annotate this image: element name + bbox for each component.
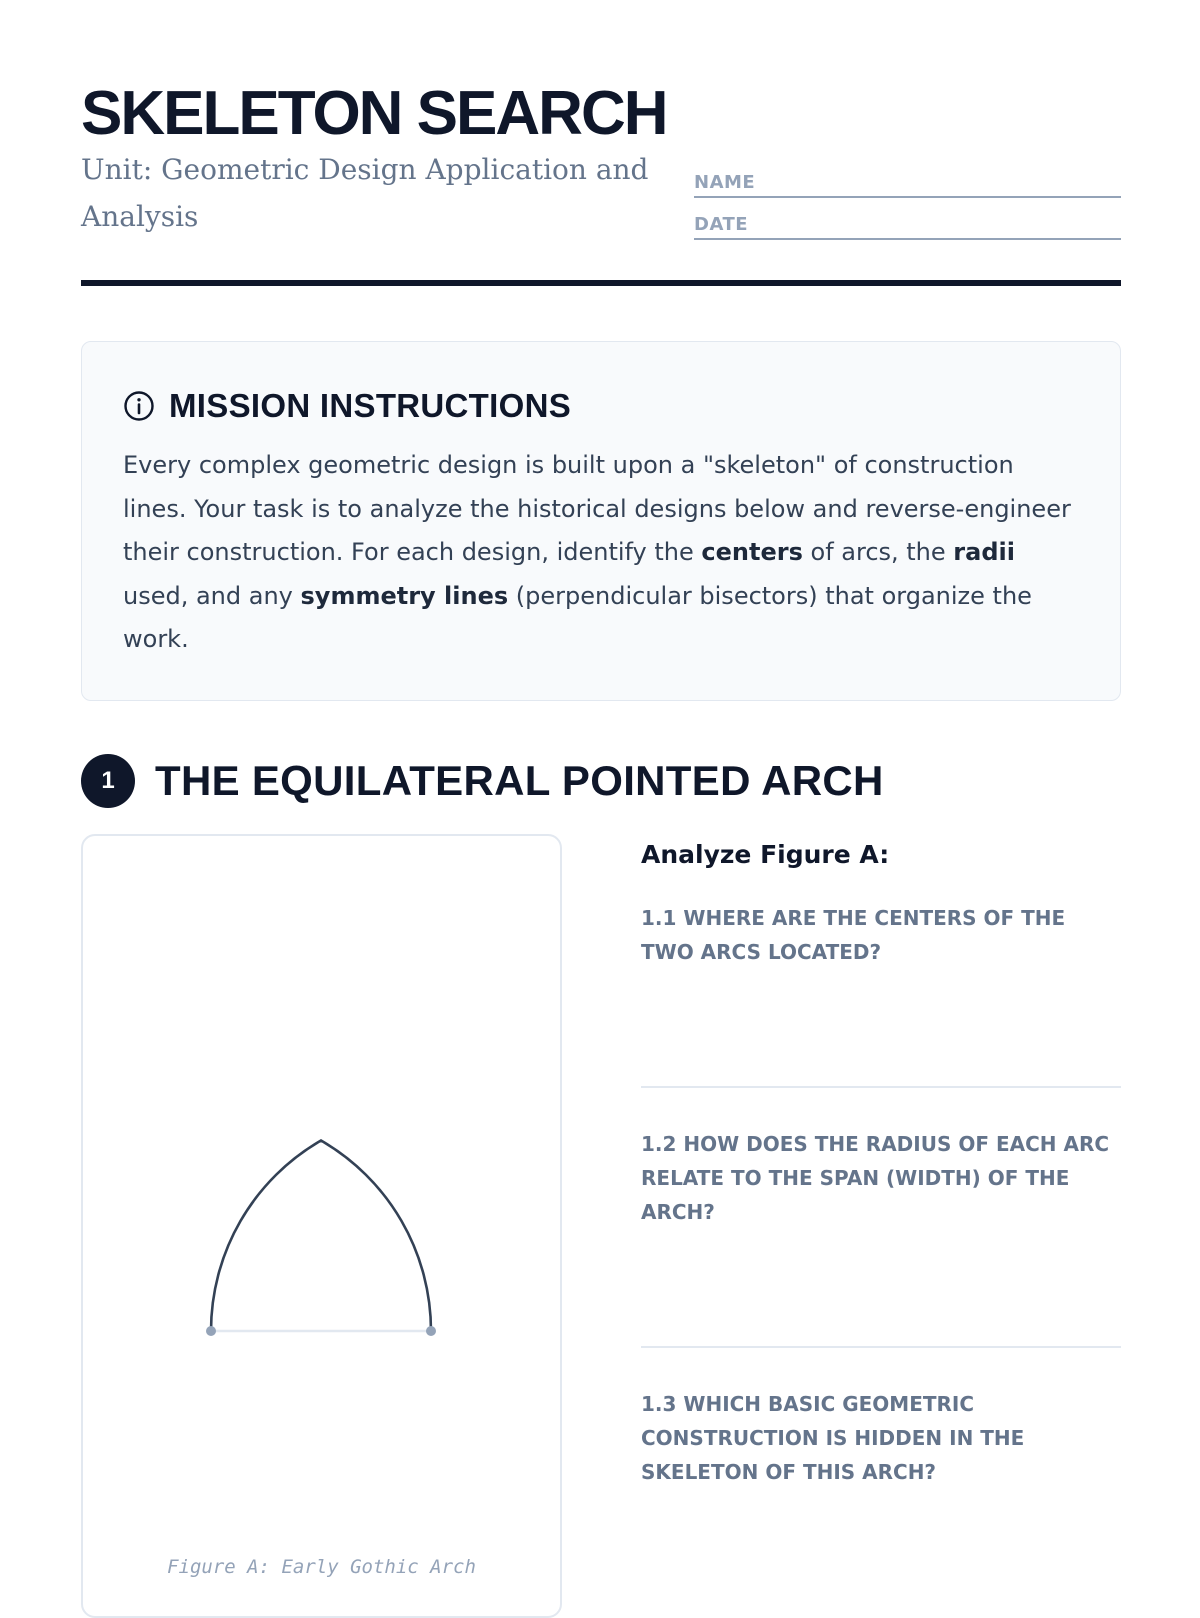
mission-header — [123, 388, 571, 424]
right-endpoint — [426, 1326, 436, 1336]
pointed-arch-figure — [83, 836, 560, 1616]
mission-text-part: (perpendicular bisectors) that organize the work. — [123, 581, 1032, 653]
question-1-1: 1.1 WHERE ARE THE CENTERS OF THE TWO ARCS LOCATED? — [641, 906, 1066, 964]
figure-a-card — [81, 834, 562, 1618]
mission-text — [123, 444, 1083, 662]
mission-text-part: Every complex geometric design is built upon a "skeleton" of construction lines. Your task is to analyze the historical designs below and reverse-engineer their construction. For each design, identify the — [123, 451, 1071, 566]
name-field[interactable] — [694, 170, 1121, 198]
name-label: NAME — [694, 172, 756, 193]
question-1-2: 1.2 HOW DOES THE RADIUS OF EACH ARC RELATE TO THE SPAN (WIDTH) OF THE ARCH? — [641, 1132, 1110, 1224]
header-divider — [81, 280, 1121, 286]
section-number-badge: 1 — [81, 754, 135, 808]
info-icon — [123, 390, 155, 422]
keyword-centers: centers — [701, 538, 803, 566]
mission-title: MISSION INSTRUCTIONS — [169, 387, 572, 424]
left-endpoint — [206, 1326, 216, 1336]
keyword-radii: radii — [953, 538, 1015, 566]
answer-line-1-1[interactable] — [641, 1086, 1121, 1088]
mission-instructions-box — [81, 341, 1121, 701]
answer-line-1-2[interactable] — [641, 1346, 1121, 1348]
section-1-header — [81, 754, 884, 808]
arch-curve — [211, 1141, 431, 1332]
page-title: SKELETON SEARCH — [81, 79, 667, 148]
keyword-symmetry-lines: symmetry lines — [300, 581, 509, 610]
section-title: THE EQUILATERAL POINTED ARCH — [155, 757, 884, 804]
mission-text-part: of arcs, the — [802, 538, 954, 566]
figure-caption: Figure A: Early Gothic Arch — [167, 1556, 476, 1578]
analyze-heading: Analyze Figure A: — [641, 840, 890, 869]
mission-text-part: used, and any — [123, 581, 301, 610]
date-field[interactable] — [694, 212, 1121, 240]
date-label: DATE — [694, 214, 749, 235]
unit-subtitle: Unit: Geometric Design Application and Analysis — [81, 153, 649, 233]
question-1-3: 1.3 WHICH BASIC GEOMETRIC CONSTRUCTION IS HIDDEN IN THE SKELETON OF THIS ARCH? — [641, 1392, 1025, 1484]
